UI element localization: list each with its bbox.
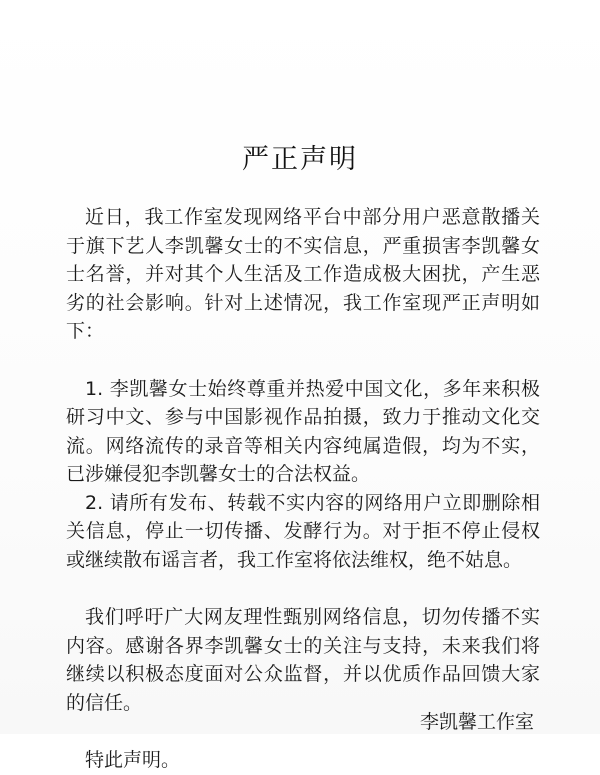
paragraph-gap [66,346,540,375]
closing-line: 特此声明。 [85,749,181,771]
statement-body [66,203,540,775]
paragraph-gap [66,574,540,603]
appeal-paragraph: 我们呼吁广大网友理性甄别网络信息，切勿传播不实内容。感谢各界李凯馨女士的关注与支持，未来我们将继续以积极态度面对公众监督，并以优质作品回馈大家的信任。 [66,606,540,714]
statement-item-2: 2. 请所有发布、转载不实内容的网络用户立即删除相关信息，停止一切传播、发酵行为。对于拒不停止侵权或继续散布谣言者，我工作室将依法维权，绝不姑息。 [66,491,540,571]
statement-title: 严正声明 [242,144,358,175]
statement-item-1: 1. 李凯馨女士始终尊重并热爱中国文化，多年来积极研习中文、参与中国影视作品拍摄，致力于推动文化交流。网络流传的录音等相关内容纯属造假，均为不实，已涉嫌侵犯李凯馨女士的合法权益。 [66,377,540,485]
signature: 李凯馨工作室 [419,711,534,733]
intro-paragraph: 近日，我工作室发现网络平台中部分用户恶意散播关于旗下艺人李凯馨女士的不实信息，严重损害李凯馨女士名誉，并对其个人生活及工作造成极大困扰，产生恶劣的社会影响。针对上述情况，我工作室现严正声明如下： [66,206,540,342]
